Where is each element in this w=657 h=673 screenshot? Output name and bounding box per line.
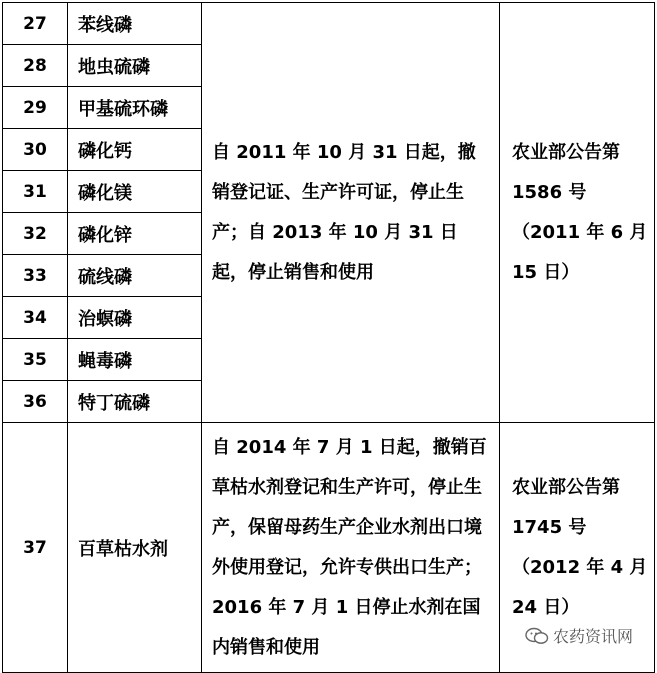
ban-rule-group2: 自 2014 年 7 月 1 日起，撤销百草枯水剂登记和生产许可，停止生产，保留母药生产企业水剂出口境外使用登记，允许专供出口生产；2016 年 7 月 1 日停止水剂在国内销售和使用: [202, 423, 500, 673]
pesticide-name: 地虫硫磷: [68, 45, 202, 87]
pesticide-name: 硫线磷: [68, 255, 202, 297]
announcement-group1: 农业部公告第 1586 号（2011 年 6 月 15 日）: [500, 3, 655, 423]
row-number: 30: [3, 129, 68, 171]
row-number: 34: [3, 297, 68, 339]
pesticide-name: 蝇毒磷: [68, 339, 202, 381]
row-number: 31: [3, 171, 68, 213]
wechat-icon: [525, 627, 549, 645]
row-number: 28: [3, 45, 68, 87]
announcement-group2: 农业部公告第 1745 号（2012 年 4 月 24 日）: [500, 423, 655, 673]
row-number: 32: [3, 213, 68, 255]
pesticide-name: 磷化锌: [68, 213, 202, 255]
row-number: 27: [3, 3, 68, 45]
pesticide-name: 特丁硫磷: [68, 381, 202, 423]
pesticide-name: 治螟磷: [68, 297, 202, 339]
pesticide-table: [2, 2, 655, 673]
row-number: 33: [3, 255, 68, 297]
ban-rule-group1: 自 2011 年 10 月 31 日起，撤销登记证、生产许可证，停止生产；自 2013 年 10 月 31 日起，停止销售和使用: [202, 3, 500, 423]
pesticide-name: 磷化钙: [68, 129, 202, 171]
pesticide-name: 甲基硫环磷: [68, 87, 202, 129]
row-number: 35: [3, 339, 68, 381]
pesticide-name: 苯线磷: [68, 3, 202, 45]
watermark: [523, 624, 635, 647]
row-number: 29: [3, 87, 68, 129]
watermark-text: 农药资讯网: [552, 627, 633, 646]
pesticide-name: 百草枯水剂: [68, 423, 202, 673]
pesticide-name: 磷化镁: [68, 171, 202, 213]
table-row: [3, 3, 655, 45]
row-number: 36: [3, 381, 68, 423]
row-number: 37: [3, 423, 68, 673]
